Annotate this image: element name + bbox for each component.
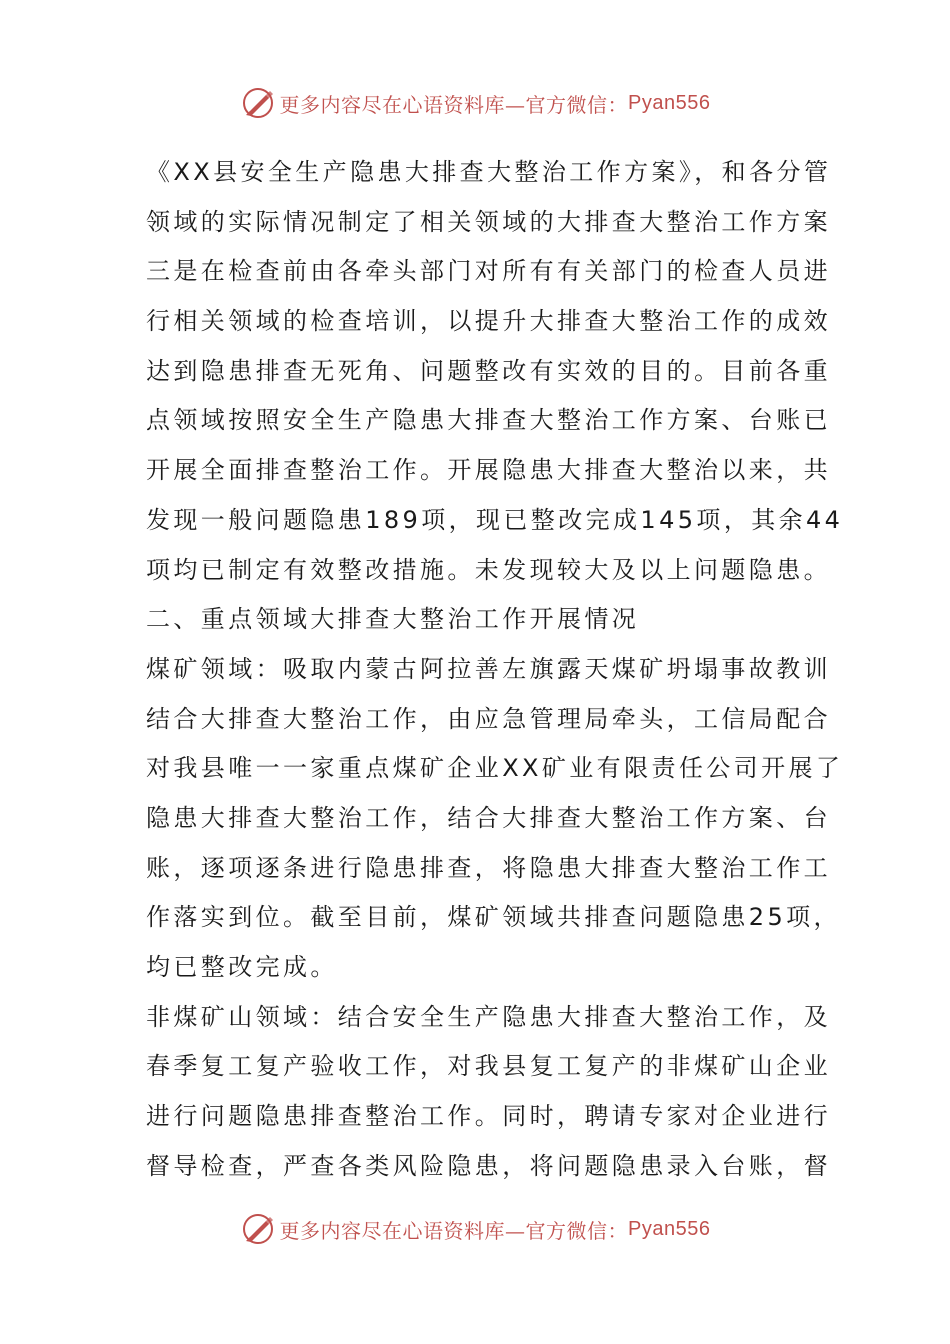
text-line: 煤矿领域：吸取内蒙古阿拉善左旗露天煤矿坍塌事故教训: [146, 654, 831, 683]
text-line: 三是在检查前由各牵头部门对所有有关部门的检查人员进: [146, 257, 831, 286]
text-line: 对我县唯一一家重点煤矿企业XX矿业有限责任公司开展了: [146, 754, 844, 783]
text-line: 结合大排查大整治工作，由应急管理局牵头，工信局配合: [146, 704, 831, 733]
text-line: 点领域按照安全生产隐患大排查大整治工作方案、台账已: [146, 406, 831, 435]
text-line: 进行问题隐患排查整治工作。同时，聘请专家对企业进行: [146, 1102, 831, 1131]
header-banner: [0, 83, 950, 123]
text-line: 领域的实际情况制定了相关领域的大排查大整治工作方案: [146, 207, 831, 236]
banner-text: 更多内容尽在心语资料库—官方微信：: [279, 1218, 629, 1243]
banner-wechat-id: Pyan556: [628, 91, 711, 114]
text-line: 春季复工复产验收工作，对我县复工复产的非煤矿山企业: [146, 1052, 831, 1081]
text-line: 发现一般问题隐患189项，现已整改完成145项，其余44: [146, 505, 844, 534]
text-line: 账，逐项逐条进行隐患排查，将隐患大排查大整治工作工: [146, 853, 831, 882]
text-line: 作落实到位。截至目前，煤矿领域共排查问题隐患25项，: [146, 903, 841, 932]
text-line: 《XX县安全生产隐患大排查大整治工作方案》，和各分管: [146, 158, 832, 186]
text-line: 开展全面排查整治工作。开展隐患大排查大整治以来，共: [146, 456, 831, 485]
text-line: 行相关领域的检查培训，以提升大排查大整治工作的成效: [146, 307, 831, 336]
text-line: 督导检查，严查各类风险隐患，将问题隐患录入台账，督: [146, 1151, 831, 1180]
text-line: 非煤矿山领域：结合安全生产隐患大排查大整治工作，及: [146, 1002, 831, 1031]
pen-circle-logo-icon: [240, 1211, 276, 1247]
text-line: 隐患大排查大整治工作，结合大排查大整治工作方案、台: [146, 803, 831, 832]
text-line: 均已整改完成。: [146, 953, 338, 981]
banner-text: 更多内容尽在心语资料库—官方微信：: [279, 92, 629, 117]
pen-circle-logo-icon: [240, 85, 276, 121]
footer-banner: [0, 1209, 950, 1249]
text-line: 达到隐患排查无死角、问题整改有实效的目的。目前各重: [146, 356, 831, 385]
document-body: [146, 148, 844, 1191]
section-heading: 二、重点领域大排查大整治工作开展情况: [146, 605, 640, 634]
banner-wechat-id: Pyan556: [628, 1217, 711, 1240]
text-line: 项均已制定有效整改措施。未发现较大及以上问题隐患。: [146, 555, 831, 584]
